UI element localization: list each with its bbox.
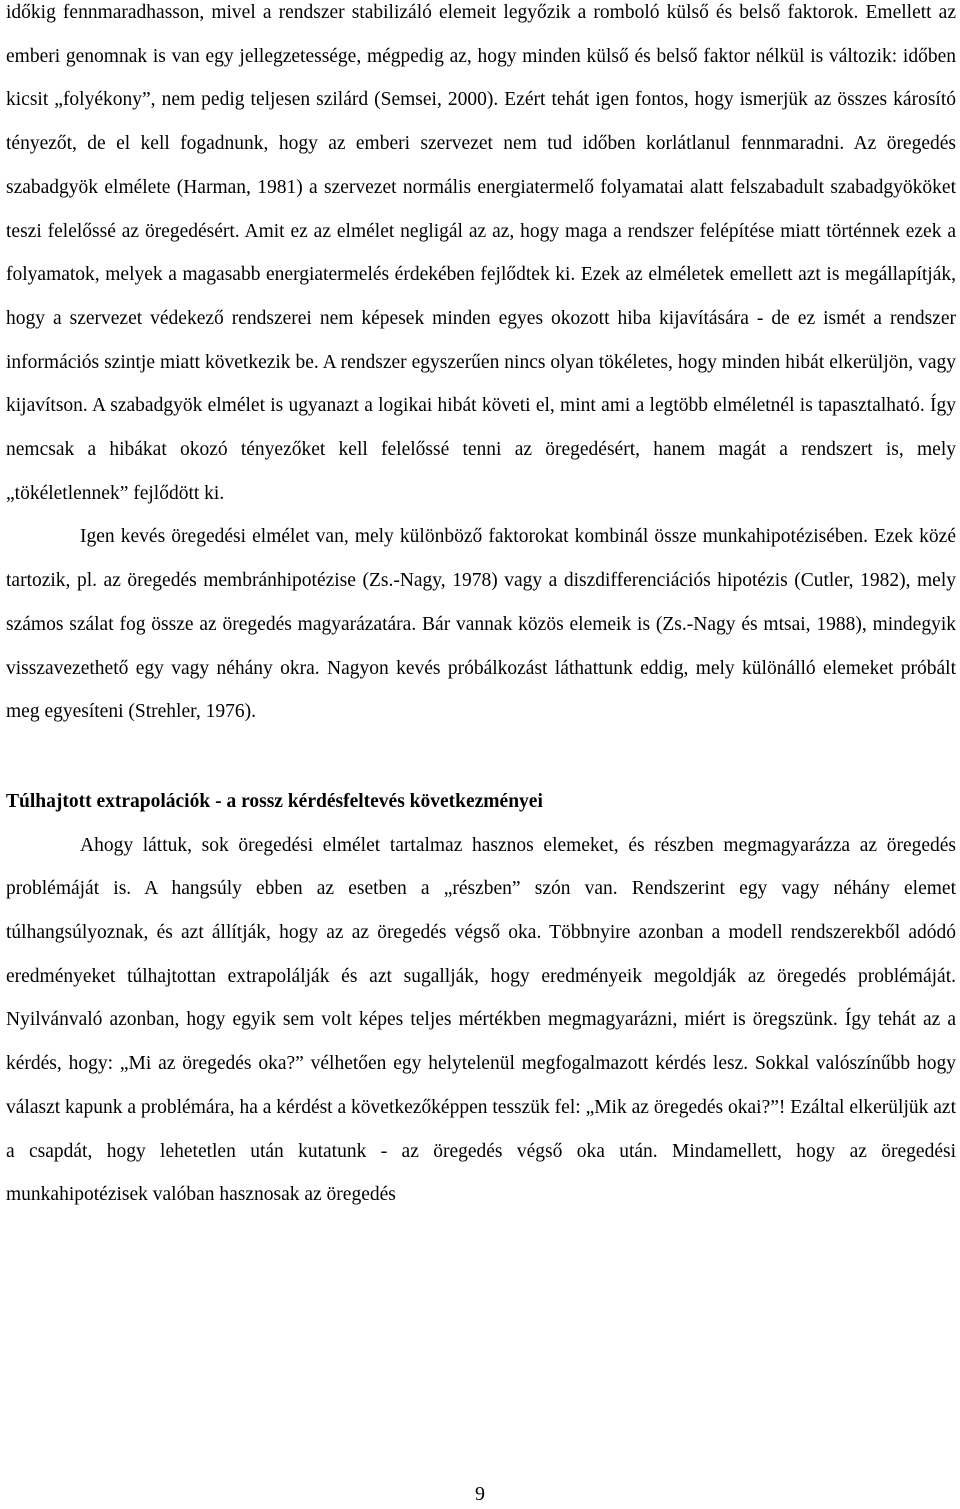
section-paragraph: Ahogy láttuk, sok öregedési elmélet tartalmaz hasznos elemeket, és részben megmagyarázza az öregedés problémáját is. A hangsúly ebben az esetben a „részben” szón van. Rendszerint egy vagy néhány elemet túlhangsúlyoznak, és azt állítják, hogy az az öregedés végső oka. Többnyire azonban a modell rendszerekből adódó eredményeket túlhajtottan extrapolálják és azt sugallják, hogy eredményeik megoldják az öregedés problémáját. Nyilvánvaló azonban, hogy egyik sem volt képes teljes mértékben megmagyarázni, miért is öregszünk. Így tehát az a kérdés, hogy: „Mi az öregedés oka?” vélhetően egy helytelenül megfogalmazott kérdés lesz. Sokkal valószínűbb hogy választ kapunk a problémára, ha a kérdést a következőképpen tesszük fel: „Mik az öregedés okai?”! Ezáltal elkerüljük azt a csapdát, hogy lehetetlen után kutatunk - az öregedés végső oka után. Mindamellett, hogy az öregedési munkahipotézisek valóban hasznosak az öregedés <box>6 834 956 1206</box>
document-page <box>6 0 956 1217</box>
body-paragraph: Igen kevés öregedési elmélet van, mely különböző faktorokat kombinál össze munkahipotézisében. Ezek közé tartozik, pl. az öregedés membránhipotézise (Zs.-Nagy, 1978) vagy a diszdifferenciációs hipotézis (Cutler, 1982), mely számos szálat fog össze az öregedés magyarázatára. Bár vannak közös elemeik is (Zs.-Nagy és mtsai, 1988), mindegyik visszavezethető egy vagy néhány okra. Nagyon kevés próbálkozást láthattunk eddig, mely különálló elemeket próbált meg egyesíteni (Strehler, 1976). <box>6 526 956 723</box>
body-paragraph: időkig fennmaradhasson, mivel a rendszer stabilizáló elemeit legyőzik a romboló külső és belső faktorok. Emellett az emberi genomnak is van egy jellegzetessége, mégpedig az, hogy minden külső és belső faktor nélkül is változik: időben kicsit „folyékony”, nem pedig teljesen szilárd (Semsei, 2000). Ezért tehát igen fontos, hogy ismerjük az összes károsító tényezőt, de el kell fogadnunk, hogy az emberi szervezet nem tud időben korlátlanul fennmaradni. Az öregedés szabadgyök elmélete (Harman, 1981) a szervezet normális energiatermelő folyamatai alatt felszabadult szabadgyököket teszi felelőssé az öregedésért. Amit ez az elmélet negligál az az, hogy maga a rendszer felépítése miatt történnek ezek a folyamatok, melyek a magasabb energiatermelés érdekében fejlődtek ki. Ezek az elméletek emellett azt is megállapítják, hogy a szervezet védekező rendszerei nem képesek minden egyes okozott hiba kijavítására - de ez ismét a rendszer információs szintje miatt következik be. A rendszer egyszerűen nincs olyan tökéletes, hogy minden hibát elkerüljön, vagy kijavítson. A szabadgyök elmélet is ugyanazt a logikai hibát követi el, mint ami a legtöbb elméletnél is tapasztalható. Így nemcsak a hibákat okozó tényezőket kell felelőssé tenni az öregedésért, hanem magát a rendszert is, mely „tökéletlennek” fejlődött ki. <box>6 2 956 504</box>
page-number: 9 <box>475 1483 485 1505</box>
section-heading: Túlhajtott extrapolációk - a rossz kérdésfeltevés következményei <box>6 790 543 812</box>
